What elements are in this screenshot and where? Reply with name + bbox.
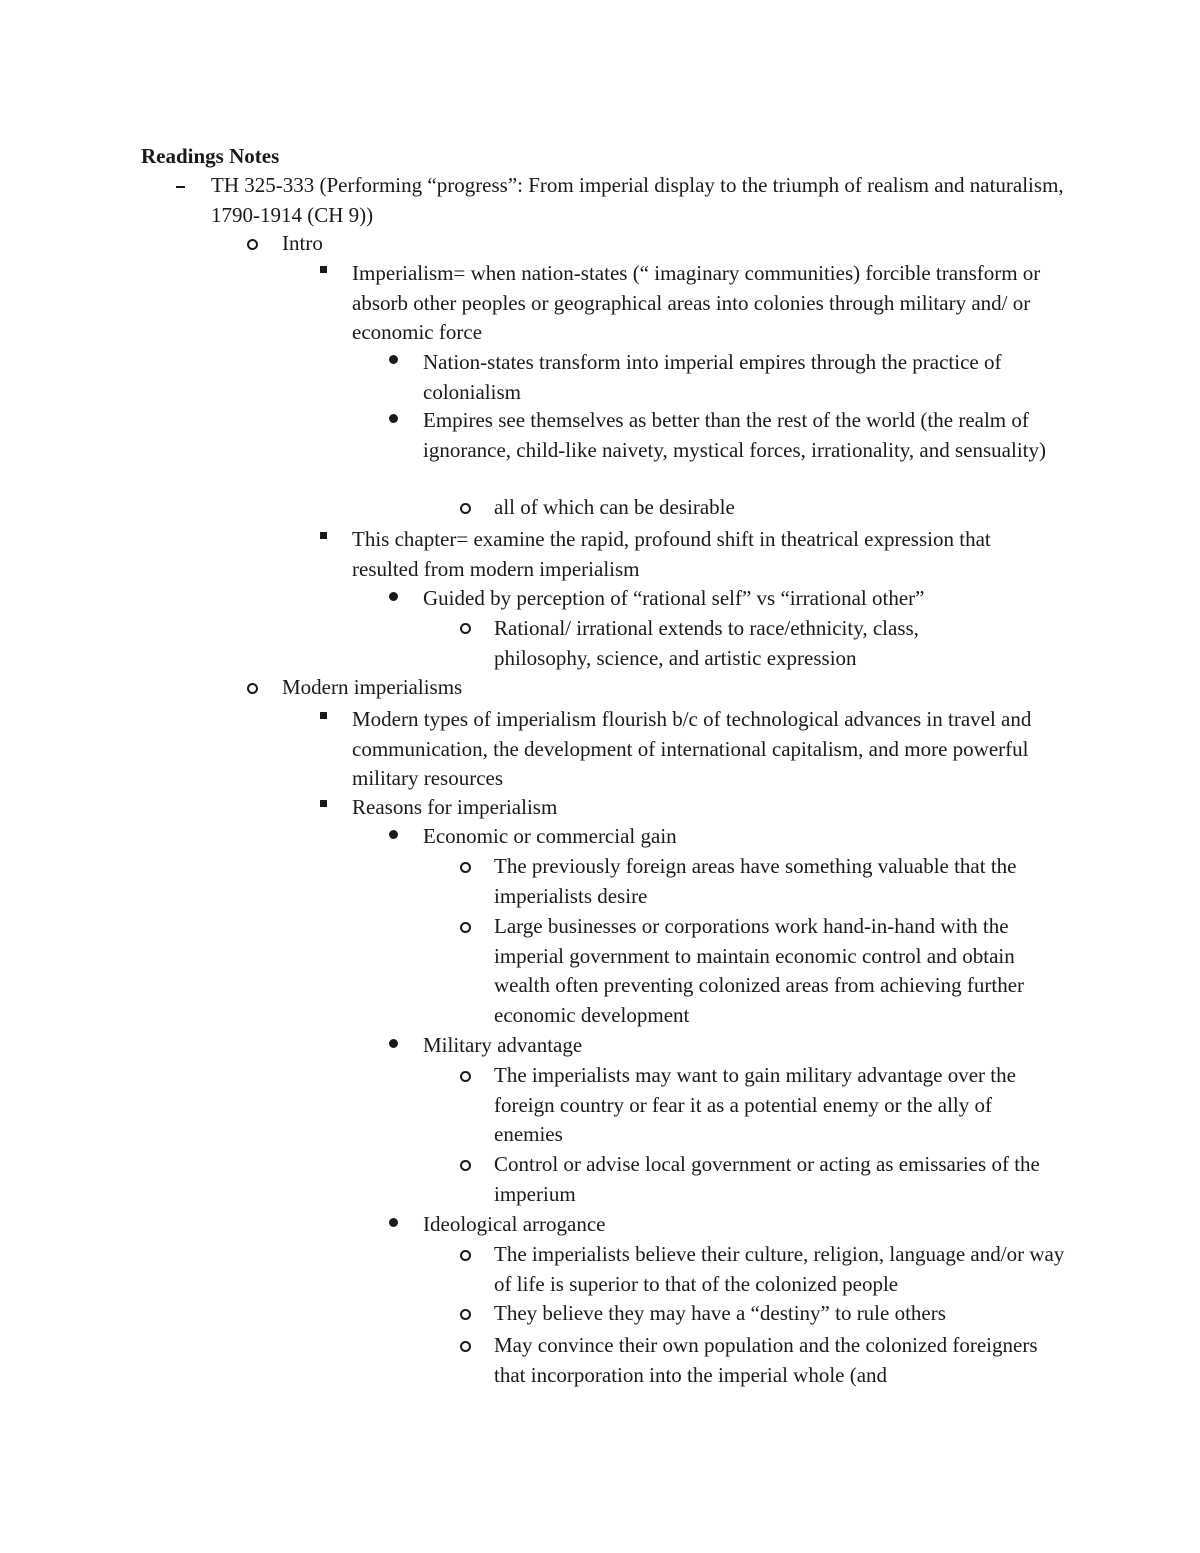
dot-bullet-icon bbox=[389, 414, 398, 423]
square-bullet-icon bbox=[320, 800, 327, 807]
list-item: TH 325-333 (Performing “progress”: From imperial display to the triumph of realism and naturalism, 1790-1914 (CH 9)) bbox=[211, 173, 1064, 227]
list-item: The imperialists believe their culture, religion, language and/or way of life is superior to that of the colonized people bbox=[494, 1242, 1065, 1296]
list-item: This chapter= examine the rapid, profound shift in theatrical expression that resulted from modern imperialism bbox=[352, 527, 991, 581]
list-item: Economic or commercial gain bbox=[423, 824, 677, 848]
circle-bullet-icon bbox=[460, 1250, 471, 1261]
circle-bullet-icon bbox=[460, 1309, 471, 1320]
list-item: Intro bbox=[282, 231, 323, 255]
dash-bullet-icon bbox=[176, 186, 185, 188]
circle-bullet-icon bbox=[460, 1071, 471, 1082]
square-bullet-icon bbox=[320, 266, 327, 273]
list-item: Modern imperialisms bbox=[282, 675, 463, 699]
list-item: Control or advise local government or acting as emissaries of the imperium bbox=[494, 1152, 1040, 1206]
list-item: Empires see themselves as better than the rest of the world (the realm of ignorance, child-like naivety, mystical forces, irrationality, and sensuality) bbox=[423, 408, 1046, 462]
list-item: all of which can be desirable bbox=[494, 495, 735, 519]
circle-bullet-icon bbox=[460, 862, 471, 873]
list-item: The imperialists may want to gain military advantage over the foreign country or fear it as a potential enemy or the ally of enemies bbox=[494, 1063, 1016, 1146]
circle-bullet-icon bbox=[247, 239, 258, 250]
dot-bullet-icon bbox=[389, 1039, 398, 1048]
list-item: Modern types of imperialism flourish b/c of technological advances in travel and communication, the development of international capitalism, and more powerful military resources bbox=[352, 707, 1032, 790]
circle-bullet-icon bbox=[247, 683, 258, 694]
circle-bullet-icon bbox=[460, 922, 471, 933]
circle-bullet-icon bbox=[460, 1341, 471, 1352]
list-item: Large businesses or corporations work hand-in-hand with the imperial government to maintain economic control and obtain wealth often preventing colonized areas from achieving further economic development bbox=[494, 914, 1025, 1027]
circle-bullet-icon bbox=[460, 623, 471, 634]
dot-bullet-icon bbox=[389, 592, 398, 601]
dot-bullet-icon bbox=[389, 355, 398, 364]
list-item: They believe they may have a “destiny” to rule others bbox=[494, 1301, 946, 1325]
list-item: Nation-states transform into imperial empires through the practice of colonialism bbox=[423, 350, 1002, 404]
list-item: Reasons for imperialism bbox=[352, 795, 558, 819]
list-item: Military advantage bbox=[423, 1033, 583, 1057]
dot-bullet-icon bbox=[389, 1218, 398, 1227]
list-item: Rational/ irrational extends to race/ethnicity, class, philosophy, science, and artistic expression bbox=[494, 616, 919, 670]
square-bullet-icon bbox=[320, 712, 327, 719]
list-item: Guided by perception of “rational self” vs “irrational other” bbox=[423, 586, 925, 610]
circle-bullet-icon bbox=[460, 503, 471, 514]
list-item: The previously foreign areas have something valuable that the imperialists desire bbox=[494, 854, 1017, 908]
page-title: Readings Notes bbox=[141, 144, 280, 168]
list-item: Ideological arrogance bbox=[423, 1212, 606, 1236]
list-item: Imperialism= when nation-states (“ imaginary communities) forcible transform or absorb other peoples or geographical areas into colonies through military and/ or economic force bbox=[352, 261, 1041, 344]
square-bullet-icon bbox=[320, 532, 327, 539]
list-item: May convince their own population and the colonized foreigners that incorporation into the imperial whole (and bbox=[494, 1333, 1038, 1387]
dot-bullet-icon bbox=[389, 830, 398, 839]
circle-bullet-icon bbox=[460, 1160, 471, 1171]
